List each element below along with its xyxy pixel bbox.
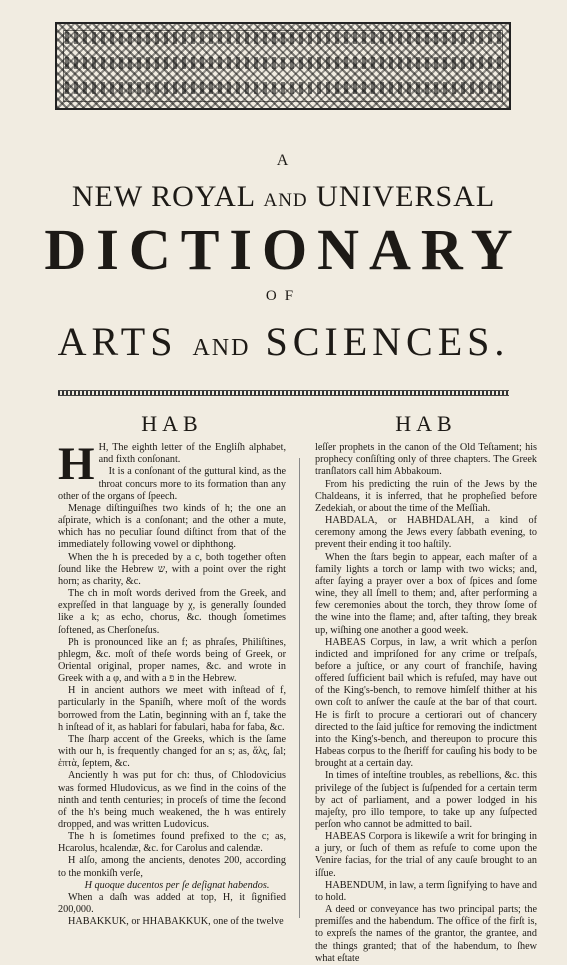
- left-column: [58, 411, 287, 928]
- entry-paragraph: leſſer prophets in the canon of the Old Teſtament; his prophecy conſiſting only of three chapters. The Greek tranſlators call him Abbakoum.: [315, 442, 537, 478]
- ornament-row: [65, 82, 501, 94]
- entry-paragraph: A deed or conveyance has two principal parts; the premiſſes and the habendum. The office of the firſt is, to expreſs the names of the grantor, the grantee, and the things granted; that of the habendum, to ſhew what eſtate: [315, 904, 537, 964]
- entry-paragraph: Anciently h was put for ch: thus, of Chlodovicius was formed Hludovicus, as we find in the coins of the ninth and tenth centuries; in proceſs of time the ſecond of the h's being much weakened, the h was entirely dropped, and was written Ludovicus.: [58, 770, 286, 830]
- entry-paragraph: In times of inteſtine troubles, as rebellions, &c. this privilege of the ſubject is ſuſpended for a certain term by act of parliament, and a power lodged in his majeſty, pro illo tempore, to take up any ſuſpected perſon who cannot be admitted to bail.: [315, 770, 537, 830]
- entry-paragraph: H alſo, among the ancients, denotes 200, according to the monkiſh verſe,: [58, 855, 286, 879]
- entry-paragraph: The ſharp accent of the Greeks, which is the ſame with our h, is frequently changed for an s; as, ἅλς, ſal; ἑπτὰ, ſeptem, &c.: [58, 733, 286, 770]
- entry-paragraph: From his predicting the ruin of the Jews by the Chaldeans, it is inferred, that he propheſied before Zedekiah, or about the time of the Meſſiah.: [315, 478, 537, 514]
- title-arts-and-sciences: ARTS AND SCIENCES.: [57, 319, 510, 364]
- entry-paragraph: H quoque ducentos per ſe deſignat habendos.: [84, 879, 270, 891]
- title-of: OF: [265, 288, 302, 304]
- entry-paragraph: HABENDUM, in law, a term ſignifying to have and to hold.: [315, 879, 537, 903]
- entry-paragraph: It is a conſonant of the guttural kind, as the throat concurs more to its formation than any other of the organs of ſpeech.: [58, 466, 286, 502]
- drop-cap: H: [58, 438, 95, 491]
- entry-paragraph: The h is ſometimes found prefixed to the c; as, Hcarolus, hcalendæ, &c. for Carolus and calendæ.: [58, 831, 286, 855]
- entry-paragraph: HABDALA, or HABHDALAH, a kind of ceremony among the Jews every ſabbath evening, to prevent their ending it too haſtily.: [315, 515, 537, 551]
- title-line-1: NEW ROYAL AND UNIVERSAL: [71, 180, 496, 213]
- entry-paragraph: When the ſtars begin to appear, each maſter of a family lights a torch or lamp with two wicks; and, after ſaying a prayer over a box of ſpices and ſome wine, they all ſmell to them; and, after performing a few ceremonies about the torch, they throw ſome of the wine into the flame; and, after taſting, they break up, wiſhing one another a good week.: [315, 551, 537, 636]
- ornament-row: [65, 57, 501, 69]
- entry-paragraph: H in ancient authors we meet with inſtead of f, particularly in the Spaniſh, where moſt of the words borrowed from the Latin, beginning with an f, take the h inſtead of it, as hablari for fabulari, haba for faba, &c.: [58, 685, 286, 733]
- title-rule: [58, 390, 509, 396]
- entry-paragraph: When a daſh was added at top, H, it ſignified 200,000.: [58, 891, 286, 916]
- entry-paragraph: Menage diſtinguiſhes two kinds of h; the one an aſpirate, which is a conſonant; and the other a mute, which has no peculiar ſound diſtinct from that of the immediately following vowel or diphthong.: [58, 502, 286, 551]
- entry-paragraph: Ph is pronounced like an f; as phraſes, Philiſtines, phlegm, &c. moſt of theſe words being of Greek, or Oriental original, proper names, &c. and wrote in Greek with a φ, and with a פ in the Hebrew.: [58, 636, 286, 685]
- entry-paragraph: When the h is preceded by a c, both together often ſound like the Hebrew ש, with a point over the right horn; as charity, &c.: [58, 551, 287, 587]
- entry-paragraph: HABAKKUK, or HHABAKKUK, one of the twelve: [68, 916, 284, 928]
- column-divider: [299, 458, 300, 918]
- ornament-row: [65, 32, 501, 44]
- decorative-header-ornament: [55, 22, 511, 110]
- entry-paragraph: HABEAS Corpus, in law, a writ which a perſon indicted and impriſoned for any crime or treſpaſs, before a juſtice, or any court of franchiſe, having offered ſufficient bail which is refuſed, may have out of the King's-bench, to remove himſelf thither at his own coſt to anſwer the cauſe at the bar of that court. He is firſt to procure a certiorari out of chancery directed to the ſaid juſtice for removing the indictment into the King's-bench, and thereupon to procure this Habeas corpus to the ſheriff for cauſing his body to be brought at a certain day.: [315, 636, 537, 770]
- entry-paragraph: The ch in moſt words derived from the Greek, and expreſſed in that language by χ, is generally ſounded like a k; as echo, chorus, &c. though ſometimes ſoftened, as Cherſoneſus.: [58, 588, 286, 636]
- title-article: A: [276, 152, 291, 169]
- right-column: [315, 411, 537, 965]
- left-column-heading: HAB: [141, 411, 203, 436]
- entry-paragraph: H H, The eighth letter of the Engliſh alphabet, and fixth conſonant.: [58, 438, 286, 491]
- entry-paragraph: HABEAS Corpora is likewiſe a writ for bringing in a jury, or ſuch of them as refuſe to come upon the Venire facias, for the trial of any cauſe brought to an iſſue.: [315, 831, 537, 879]
- right-column-heading: HAB: [395, 411, 457, 436]
- title-dictionary: DICTIONARY: [44, 217, 523, 282]
